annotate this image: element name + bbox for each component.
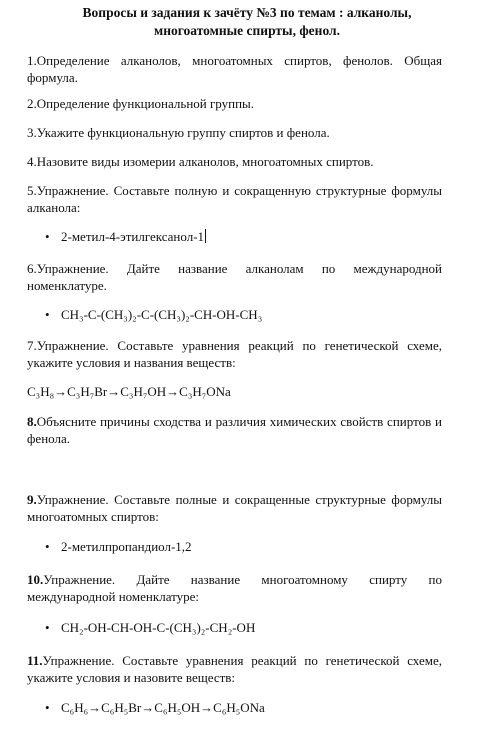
bullet-text: 2-метил-4-этилгексанол-1	[61, 229, 205, 244]
question-9-bullet	[45, 538, 192, 555]
bullet-symbol: •	[45, 700, 50, 715]
bullet-symbol: •	[45, 229, 50, 244]
question-number: 10.	[27, 572, 44, 587]
question-10	[27, 571, 442, 605]
question-number: 11.	[27, 653, 43, 668]
question-11	[27, 652, 442, 686]
question-7: 7.Упражнение. Составьте уравнения реакций по генетической схеме, укажите условия и названия веществ:	[27, 338, 442, 370]
bullet-text: CH₂-OH-CH-OH-C-(CH₃)₂-CH₂-OH	[61, 620, 256, 635]
bullet-symbol: •	[45, 539, 50, 554]
question-3: 3.Укажите функциональную группу спиртов и фенола.	[27, 125, 330, 140]
question-6-bullet	[45, 306, 262, 323]
question-10-bullet	[45, 619, 255, 636]
question-text: Упражнение. Составьте уравнения реакций по генетической схеме, укажите условия и назовите веществ:	[27, 653, 442, 685]
bullet-text: 2-метилпропандиол-1,2	[61, 539, 192, 554]
document-title-line-1: Вопросы и задания к зачёту №3 по темам : алканолы,	[82, 5, 412, 20]
question-number: 8.	[27, 414, 37, 429]
question-text: Упражнение. Составьте полные и сокращенные структурные формулы многоатомных спиртов:	[27, 492, 442, 524]
question-8	[27, 413, 442, 447]
question-text: Упражнение. Дайте название многоатомному спирту по международной номенклатуре:	[27, 572, 442, 604]
bullet-symbol: •	[45, 620, 50, 635]
bullet-text: CH₃-C-(CH₃)₂-C-(CH₃)₂-CH-OH-CH₃	[61, 307, 263, 322]
bullet-symbol: •	[45, 307, 50, 322]
document-title-line-2: многоатомные спирты, фенол.	[154, 23, 340, 38]
text-cursor	[205, 229, 206, 243]
question-9	[27, 491, 442, 525]
question-7-scheme: C₃H₈→C₃H₇Br→C₃H₇OH→C₃H₇ONa	[27, 384, 231, 399]
question-5-bullet	[45, 228, 206, 245]
question-6: 6.Упражнение. Дайте название алканолам по международной номенклатуре.	[27, 261, 442, 293]
question-text: Объясните причины сходства и различия химических свойств спиртов и фенола.	[27, 414, 442, 446]
question-4: 4.Назовите виды изомерии алканолов, многоатомных спиртов.	[27, 154, 374, 169]
question-1: 1.Определение алканолов, многоатомных спиртов, фенолов. Общая формула.	[27, 53, 442, 85]
bullet-text: C₆H₆→C₆H₅Br→C₆H₅OH→C₆H₅ONa	[61, 700, 265, 715]
question-number: 9.	[27, 492, 37, 507]
question-2: 2.Определение функциональной группы.	[27, 96, 255, 111]
question-5: 5.Упражнение. Составьте полную и сокращенную структурные формулы алканола:	[27, 183, 442, 215]
question-11-bullet	[45, 699, 265, 716]
